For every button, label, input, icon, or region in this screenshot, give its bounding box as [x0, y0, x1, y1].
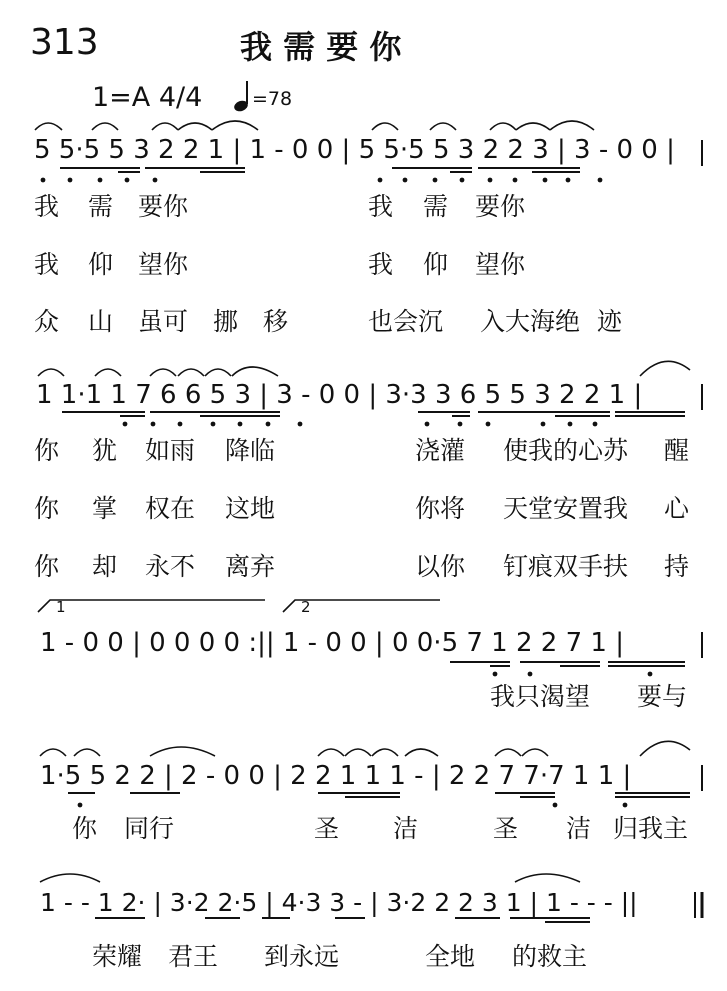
notation-line-3: 1 - 0 0 | 0 0 0 0 :|| 1 - 0 0 | 0 0·5 7 1 2 2 7 1 |: [40, 628, 624, 658]
key-signature: 1=A 4/4: [92, 82, 203, 113]
notation-line-4: 1·5 5 2 2 | 2 - 0 0 | 2 2 1 1 1 - | 2 2 7 7·7 1 1 |: [40, 761, 632, 791]
tempo-value: =78: [252, 88, 293, 110]
notation-line-1: 5 5·5 5 3 2 2 1 | 1 - 0 0 | 5 5·5 5 3 2 2 3 | 3 - 0 0 |: [34, 135, 675, 165]
notation-line-2: 1 1·1 1 7 6 6 5 3 | 3 - 0 0 | 3·3 3 6 5 5 3 2 2 1 |: [36, 380, 643, 410]
hymn-number: 313: [30, 22, 99, 63]
volta-1-number: 1: [56, 598, 66, 616]
song-title: 我 需 要 你: [240, 28, 402, 66]
volta-2-number: 2: [301, 598, 311, 616]
notation-line-5: 1 - - 1 2· | 3·2 2·5 | 4·3 3 - | 3·2 2 2 3 1 | 1 - - - ||: [40, 888, 638, 917]
